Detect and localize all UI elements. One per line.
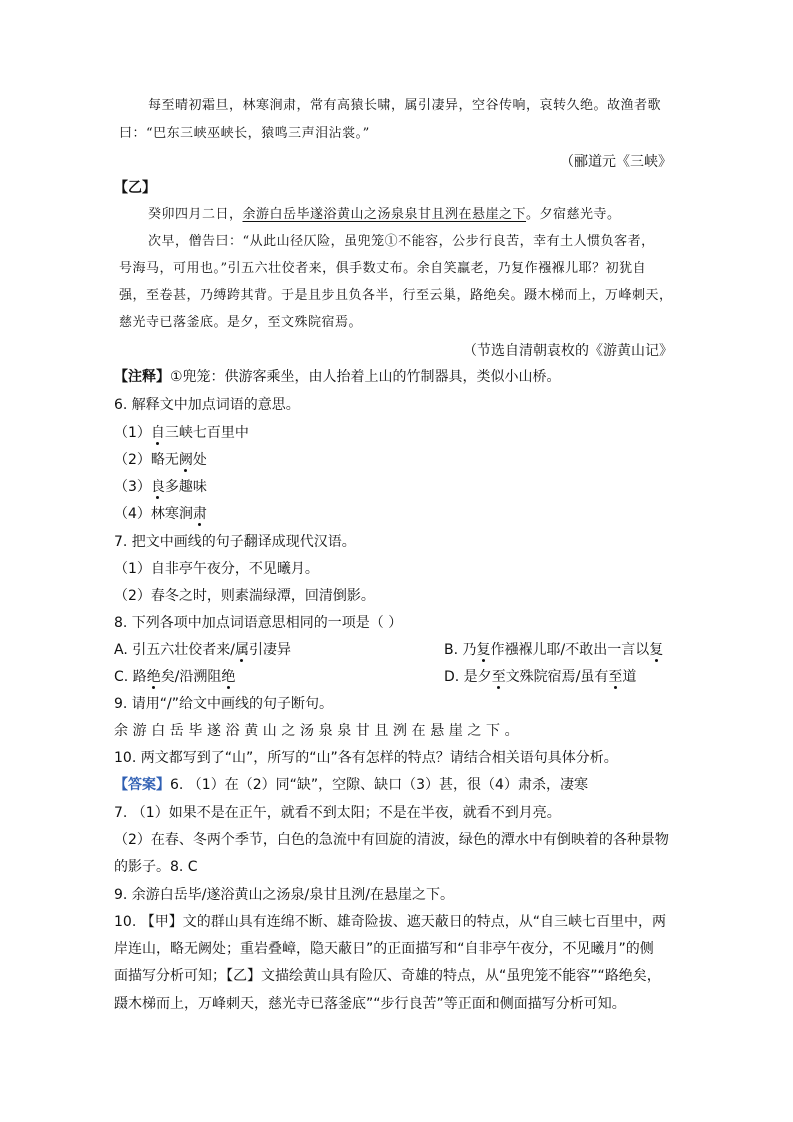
dotted-word: 复 xyxy=(649,642,664,658)
answer-10-line-3: 面描写分析可知；【乙】文描绘黄山具有险仄、奇雄的特点，从“虽兜笼不能容”“路绝矣， xyxy=(114,968,661,984)
answer-6-text: 6. （1）在（2）同“缺”，空隙、缺口（3）甚，很（4）肃杀，凄寒 xyxy=(170,777,588,793)
item-number: （1） xyxy=(114,425,151,441)
question-9-text: 余游白岳毕遂浴黄山之汤泉泉甘且洌在悬崖之下。 xyxy=(114,723,524,739)
option-c xyxy=(114,667,235,687)
annotation-text: ①兜笼：供游客乘坐，由人抬着上山的竹制器具，类似小山桥。 xyxy=(170,369,561,385)
yi-underlined-sentence: 余游白岳毕遂浴黄山之汤泉泉甘且洌在悬崖之下 xyxy=(242,207,527,222)
answer-7-2-line-1: （2）在春、冬两个季节，白色的急流中有回旋的清波，绿色的潭水中有倒映着的各种景物 xyxy=(114,832,669,848)
option-a xyxy=(114,640,291,660)
dotted-word: 至 xyxy=(491,669,506,685)
item-number: （2） xyxy=(114,452,151,468)
answer-tag: 【答案】 xyxy=(114,777,170,793)
yi-p1-end: 。夕宿慈光寺。 xyxy=(526,207,621,222)
question-7-item-1: （1）自非亭午夜分，不见曦月。 xyxy=(114,561,319,577)
option-text: C. 路 xyxy=(114,669,147,685)
option-text: A. 引五六壮佼者来/ xyxy=(114,642,235,658)
yi-p2-line-2: 号海马，可用也。”引五六壮佼者来，俱手数丈布。余自笑羸老，乃复作襁褓儿耶？初犹自 xyxy=(119,261,647,276)
yi-p2-line-3: 强，至卷甚，乃缚跨其背。于是且步且负各半，行至云巢，路绝矣。蹑木梯而上，万峰刺天， xyxy=(119,288,673,303)
answer-7-2-line-2: 的影子。8. C xyxy=(114,859,198,875)
dotted-word: 肃 xyxy=(192,506,207,522)
yi-heading: 【乙】 xyxy=(114,180,156,196)
question-7-stem: 7. 把文中画线的句子翻译成现代汉语。 xyxy=(114,534,356,550)
question-6-item-3 xyxy=(114,477,207,497)
dotted-word: 自 xyxy=(150,425,165,441)
option-b xyxy=(444,640,663,660)
question-6-item-2 xyxy=(114,450,207,470)
question-9-stem: 9. 请用“/”给文中画线的句子断句。 xyxy=(114,696,334,712)
answer-7-1: 7. （1）如果不是在正午，就看不到太阳；不是在半夜，就看不到月亮。 xyxy=(114,805,561,821)
jia-line-2: 曰：“巴东三峡巫峡长，猿鸣三声泪沾裳。” xyxy=(119,126,370,141)
item-text: 林寒涧 xyxy=(150,506,193,522)
answer-9: 9. 余游白岳毕/遂浴黄山之汤泉/泉甘且洌/在悬崖之下。 xyxy=(114,887,454,903)
dotted-word: 复 xyxy=(476,642,491,658)
item-text: 略无 xyxy=(150,452,179,468)
answer-10-line-4: 蹑木梯而上，万峰刺天，慈光寺已落釜底”“步行良苦”等正面和侧面描写分析可知。 xyxy=(114,996,626,1012)
answer-10-line-2: 岸连山，略无阙处；重岩叠嶂，隐天蔽日”的正面描写和“自非亭午夜分，不见曦月”的侧 xyxy=(114,941,654,957)
annotation-label: 【注释】 xyxy=(114,369,170,385)
yi-paragraph-1 xyxy=(148,205,621,225)
dotted-word: 阙 xyxy=(178,452,193,468)
dotted-word: 属 xyxy=(234,642,249,658)
jia-line-1: 每至晴初霜旦，林寒涧肃，常有高猿长啸，属引凄异，空谷传响，哀转久绝。故渔者歌 xyxy=(148,98,662,113)
item-text: 处 xyxy=(192,452,207,468)
option-text: D. 是夕 xyxy=(444,669,492,685)
annotation xyxy=(114,367,561,387)
dotted-word: 绝 xyxy=(146,669,161,685)
question-10-stem: 10. 两文都写到了“山”，所写的“山”各有怎样的特点？请结合相关语句具体分析。 xyxy=(114,750,618,766)
item-text: 多趣味 xyxy=(164,479,207,495)
option-text: 作襁褓儿耶/不敢出一言以 xyxy=(490,642,650,658)
item-text: 三峡七百里中 xyxy=(164,425,249,441)
item-number: （4） xyxy=(114,506,151,522)
option-text: 道 xyxy=(622,669,637,685)
dotted-word: 绝 xyxy=(221,669,236,685)
option-text: 矣/沿溯阻 xyxy=(160,669,222,685)
item-number: （3） xyxy=(114,479,151,495)
question-8-stem: 8. 下列各项中加点词语意思相同的一项是（ ） xyxy=(114,615,403,631)
option-d xyxy=(444,667,636,687)
option-text: B. 乃 xyxy=(444,642,477,658)
answer-10-line-1: 10. 【甲】文的群山具有连绵不断、雄奇险拔、遮天蔽日的特点，从“自三峡七百里中，两 xyxy=(114,914,666,930)
option-text: 文殊院宿焉/虽有 xyxy=(505,669,609,685)
yi-p1-start: 癸卯四月二日， xyxy=(148,207,243,222)
question-7-item-2: （2）春冬之时，则素湍绿潭，回清倒影。 xyxy=(114,588,375,604)
question-6-item-4 xyxy=(114,504,207,524)
yi-p2-line-1: 次早，僧告曰：“从此山径仄险，虽兜笼①不能容，公步行良苦，幸有土人惯负客者， xyxy=(148,234,655,249)
yi-p2-line-4: 慈光寺已落釜底。是夕，至文殊院宿焉。 xyxy=(119,315,363,330)
dotted-word: 良 xyxy=(150,479,165,495)
option-text: 引凄异 xyxy=(248,642,291,658)
answer-6 xyxy=(114,775,588,795)
jia-source: （郦道元《三峡》 xyxy=(560,154,672,170)
question-6-item-1 xyxy=(114,423,249,443)
dotted-word: 至 xyxy=(608,669,623,685)
yi-source: （节选自清朝袁枚的《游黄山记》 xyxy=(463,343,673,359)
question-6-stem: 6. 解释文中加点词语的意思。 xyxy=(114,397,300,413)
